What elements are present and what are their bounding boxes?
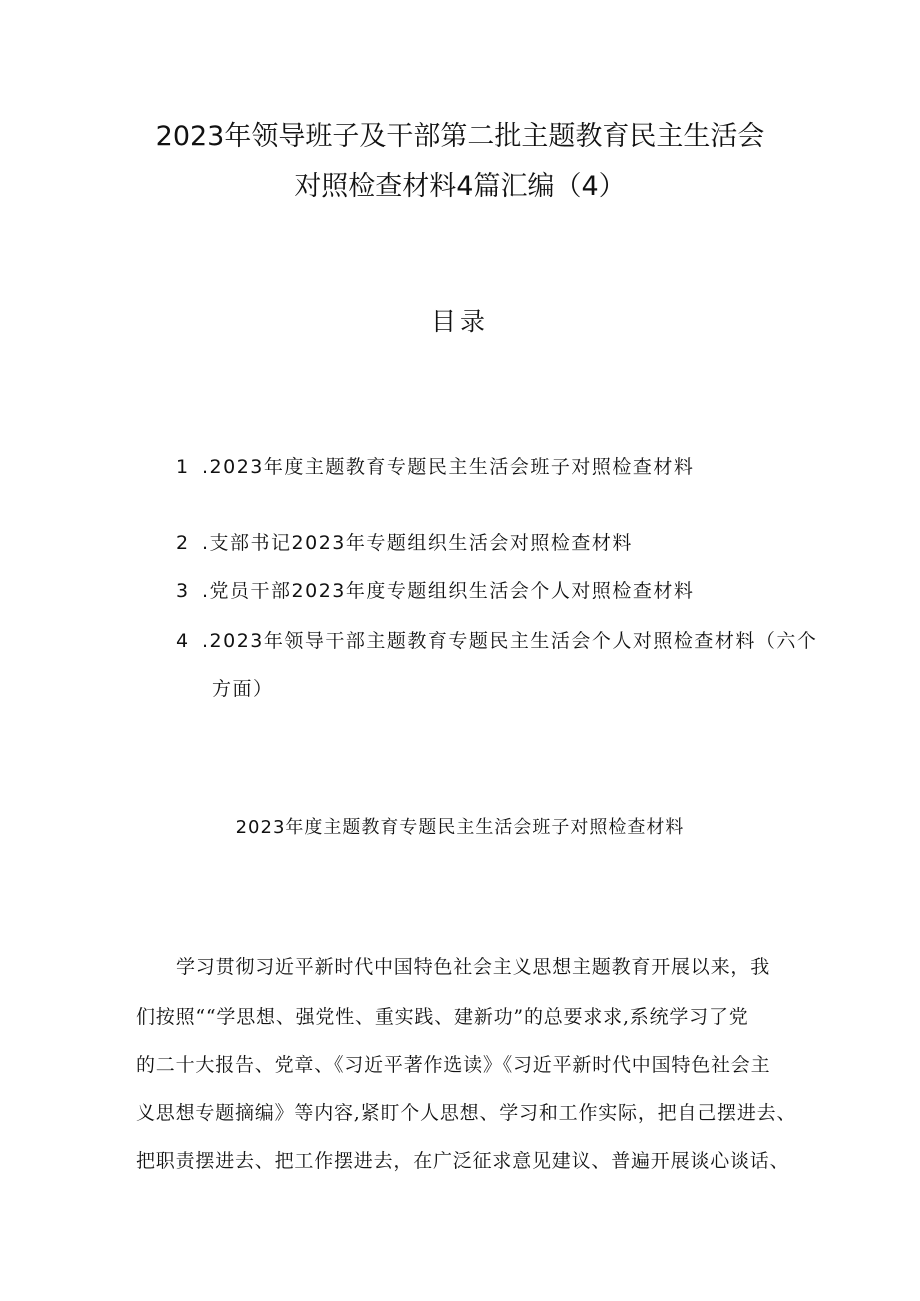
toc-item-number: 1 — [176, 456, 190, 478]
toc-item-4-continuation: 方面） — [212, 678, 274, 700]
toc-item-text: .支部书记2023年专题组织生活会对照检查材料 — [202, 532, 633, 554]
toc-item-number: 4 — [176, 630, 190, 652]
body-paragraph-line: 的二十大报告、党章、《习近平著作选读》《习近平新时代中国特色社会主 — [136, 1054, 771, 1076]
body-paragraph-line: 把职责摆进去、把工作摆进去，在广泛征求意见建议、普遍开展谈心谈话、 — [136, 1150, 790, 1172]
toc-item-1[interactable] — [176, 452, 694, 479]
toc-item-4[interactable] — [176, 626, 817, 653]
section-title: 2023年度主题教育专题民主生活会班子对照检查材料 — [235, 817, 685, 838]
body-paragraph-line: 义思想专题摘编》等内容,紧盯个人思想、学习和工作实际，把自己摆进去、 — [136, 1102, 797, 1124]
toc-heading: 目录 — [430, 307, 489, 336]
toc-item-2[interactable] — [176, 528, 633, 555]
body-paragraph-line: 们按照““学思想、强党性、重实践、建新功”的总要求求,系统学习了党 — [136, 1006, 749, 1028]
document-title-line-1: 2023年领导班子及干部第二批主题教育民主生活会 — [155, 121, 765, 152]
document-title-line-2: 对照检查材料4篇汇编（4） — [294, 171, 626, 202]
toc-item-text: .2023年度主题教育专题民主生活会班子对照检查材料 — [202, 456, 695, 478]
toc-item-3[interactable] — [176, 576, 694, 603]
toc-item-text: .党员干部2023年度专题组织生活会个人对照检查材料 — [202, 580, 695, 602]
toc-item-text: .2023年领导干部主题教育专题民主生活会个人对照检查材料（六个 — [202, 630, 818, 652]
toc-item-number: 2 — [176, 532, 190, 554]
toc-item-number: 3 — [176, 580, 190, 602]
body-paragraph-line: 学习贯彻习近平新时代中国特色社会主义思想主题教育开展以来，我 — [176, 956, 771, 978]
